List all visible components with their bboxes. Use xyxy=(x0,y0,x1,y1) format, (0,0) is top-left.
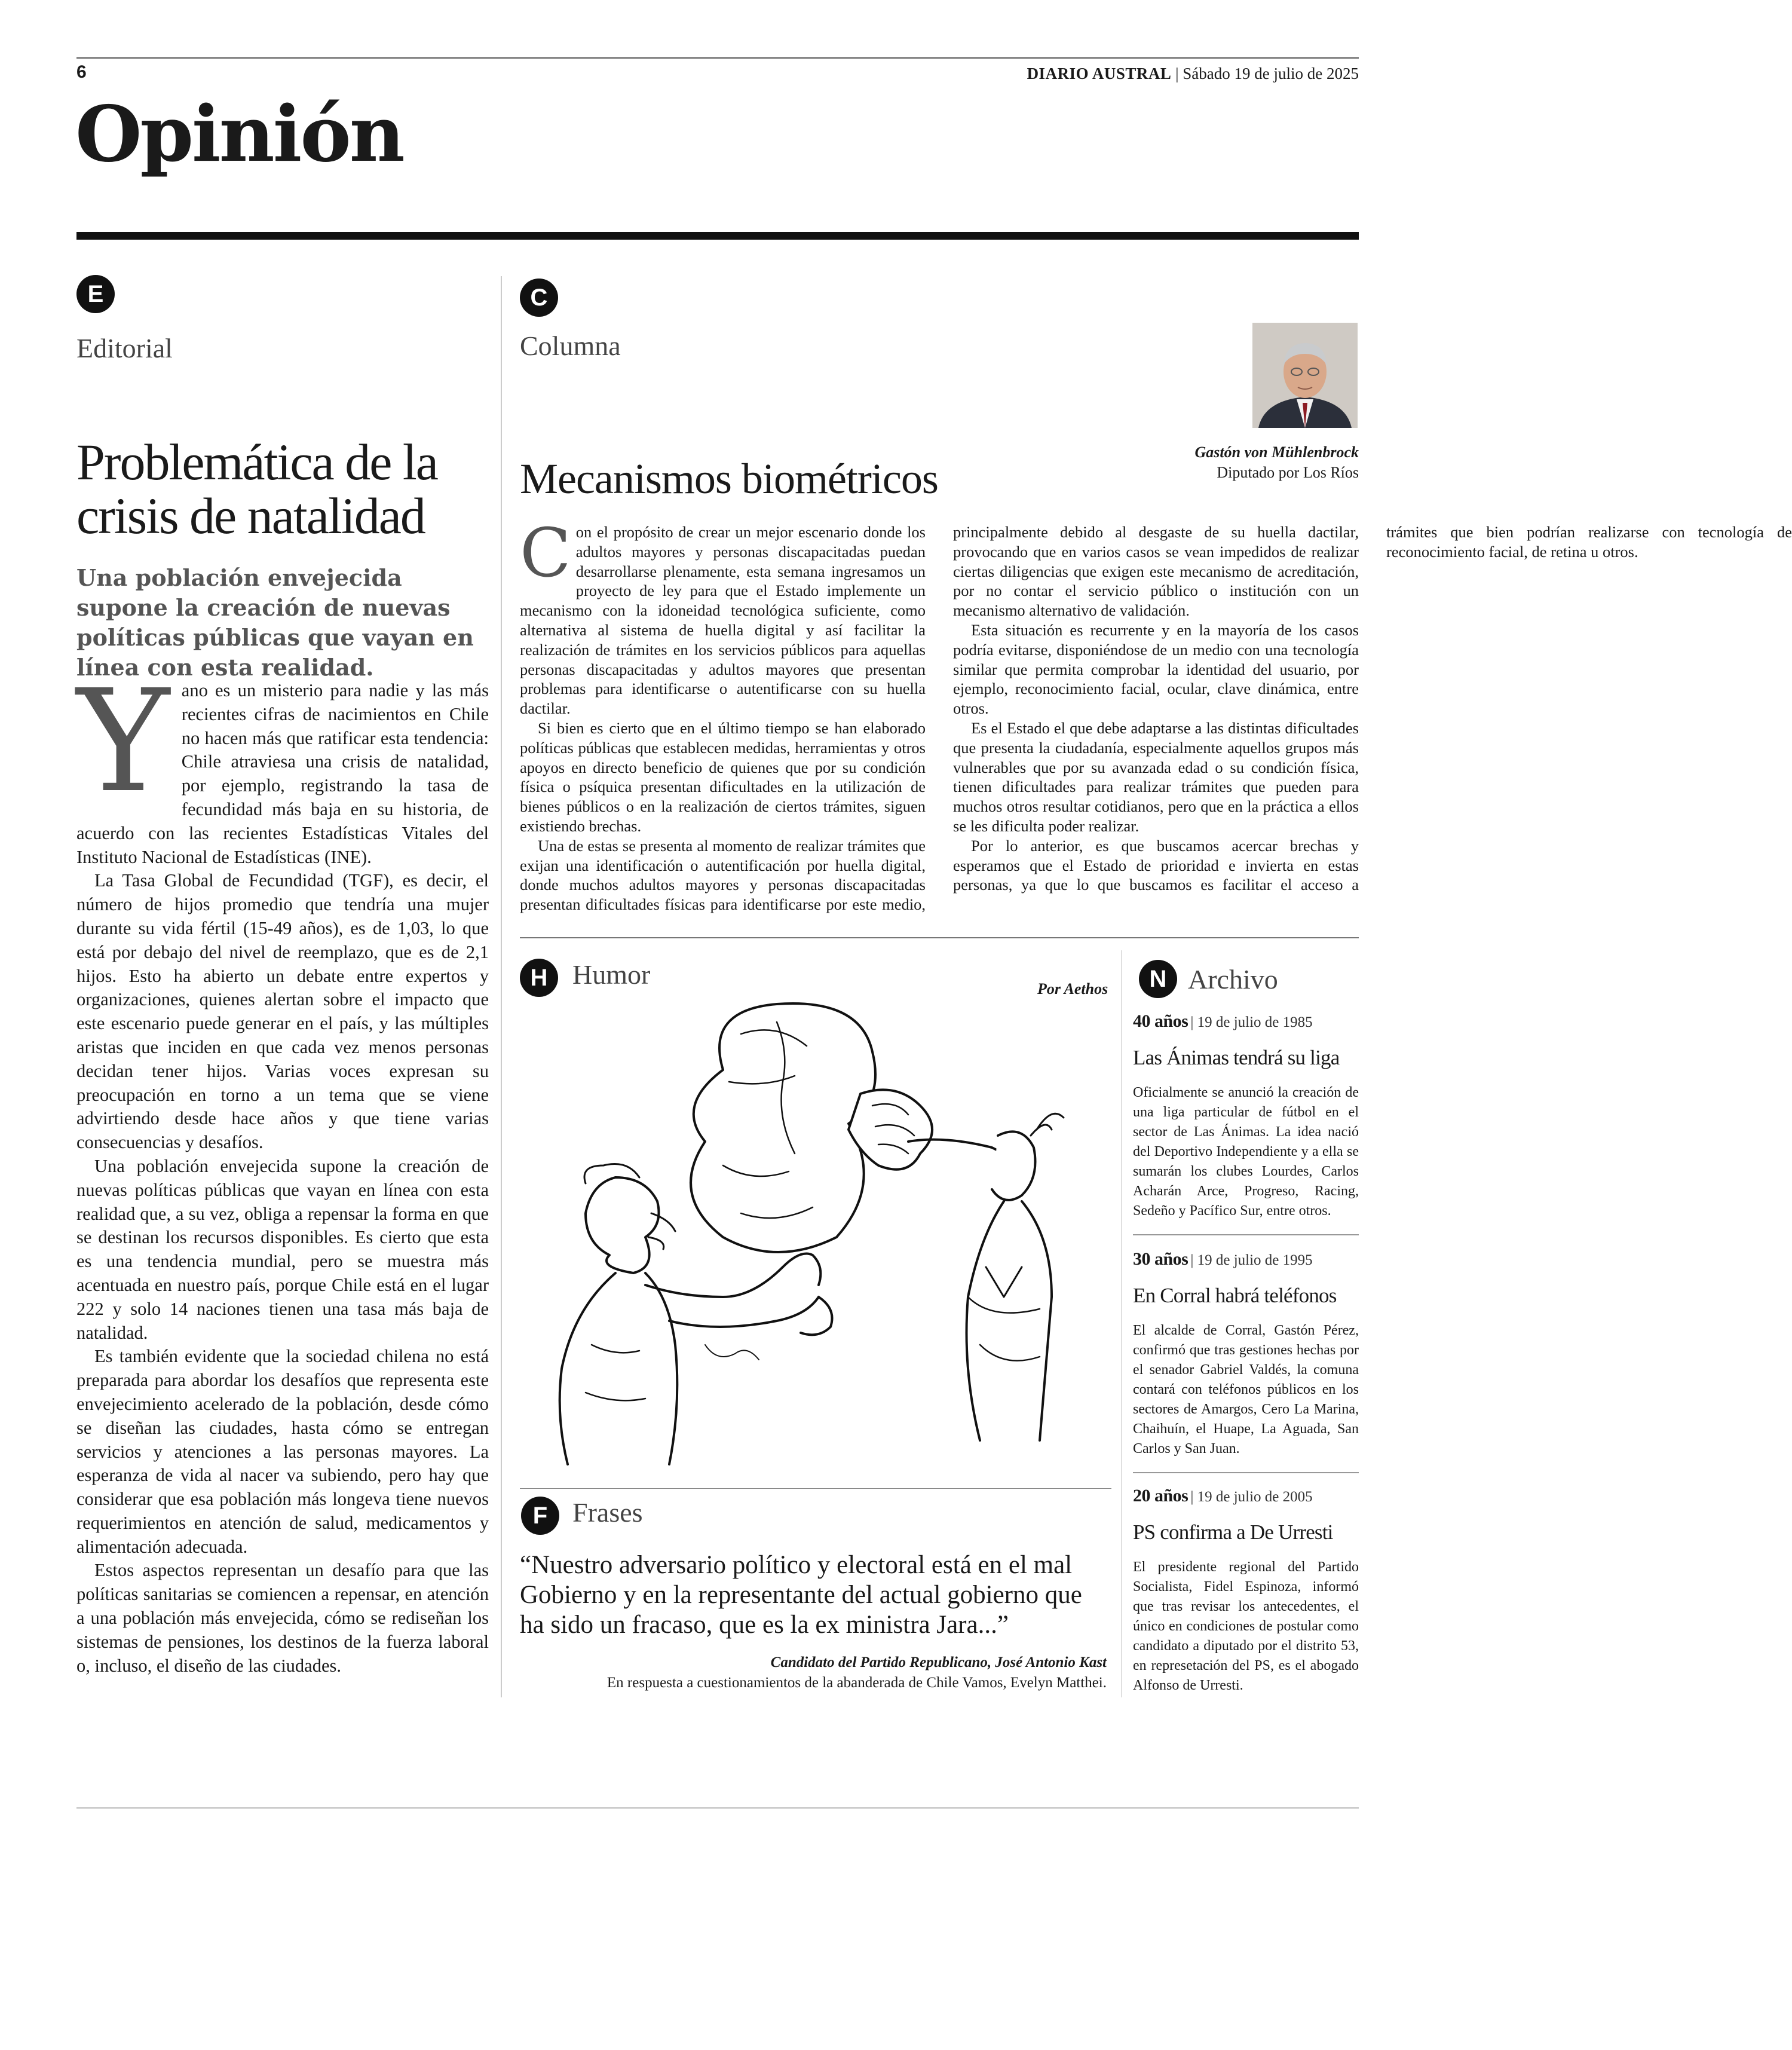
archive-text: Oficialmente se anunció la creación de una liga particular de fútbol en el sector de Las Ánimas. La idea nació del Deportivo Independiente y a ella se sumarán los clubes Lourdes, Carlos Acharán Arce, Progreso, Racing, Sedeño y Pacífico Sur, entre otros. xyxy=(1133,1085,1359,1219)
column-paragraph: Es el Estado el que debe adaptarse a las distintas dificultades que presenta la ciudadanía, especialmente aquellos grupos más vulnerables que por su avanzada edad o su condición física, tienen dificultades para realizar trámites que pueden para muchos otros resultar cotidianos, pero que en la práctica a ellos se les dificulta poder realizar. xyxy=(953,718,1359,835)
archive-title: En Corral habrá teléfonos xyxy=(1133,1284,1337,1307)
editorial-paragraph: La Tasa Global de Fecundidad (TGF), es decir, el número de hijos promedio que tendría una mujer durante su vida fértil (15-49 años), es de 1,03, lo que está por debajo del nivel de reemplazo, que es de 2,1 hijos. Esto ha abierto un debate entre expertos y organizaciones, quienes alertan sobre el impacto que este escenario puede generar en el país, y las múltiples aristas que inciden en que cada vez menos personas decidan tener hijos. Varias voces expresan su preocupación en torno a un tema que se viene advirtiendo desde hace años y que tiene varias consecuencias y desafíos. xyxy=(76,870,489,1153)
column-title: Mecanismos biométricos xyxy=(520,455,938,503)
publication-name: DIARIO AUSTRAL xyxy=(1027,65,1172,82)
column-body xyxy=(520,515,1792,922)
column-author-role: Diputado por Los Ríos xyxy=(1217,464,1359,481)
editorial-paragraph: Estos aspectos representan un desafío para que las políticas sanitarias se comiencen a repensar, en atención a una población más envejecida, cómo se rediseñan los sistemas de pensiones, los destinos de la fuerza laboral o, incluso, el diseño de las ciudades. xyxy=(76,1560,489,1676)
editorial-body xyxy=(76,659,489,1678)
editorial-deck: Una población envejecida supone la creación de nuevas políticas públicas que vayan en línea con esta realidad. xyxy=(76,564,474,681)
frases-quote: “Nuestro adversario político y electoral está en el mal Gobierno y en la representante del actual gobierno que ha sido un fracaso, que es la ex ministra Jara...” xyxy=(520,1551,1082,1639)
archive-item xyxy=(1133,1486,1359,1696)
column-paragraph: Si bien es cierto que en el último tiempo se han elaborado políticas públicas que establecen medidas, herramientas y otros apoyos en directo beneficio de quienes que por su condición física o psíquica presentan dificultades en la utilización de bienes públicos o en la realización de ciertos trámites, siguen existiendo brechas. xyxy=(520,718,926,835)
cartoon-credit: Por Aethos xyxy=(1037,980,1108,998)
column-dropcap: C xyxy=(520,515,571,592)
archive-divider xyxy=(1121,950,1122,1697)
editorial-paragraph: Es también evidente que la sociedad chilena no está preparada para abordar los desafíos que representa este envejecimiento acelerado de la población, desde cómo se diseñan las ciudades, hasta cómo se entregan servicios y atenciones a las personas mayores. La esperanza de vida al nacer va subiendo, pero hay que considerar que esa población más longeva tiene nuevos requerimientos en atención de salud, medicamentos y alimentación adecuada. xyxy=(76,1346,489,1557)
archive-years: 40 años xyxy=(1133,1011,1188,1031)
column-badge: C xyxy=(520,279,558,317)
middle-rule xyxy=(520,937,1359,938)
archive-title: Las Ánimas tendrá su liga xyxy=(1133,1046,1340,1069)
archive-date: | 19 de julio de 1985 xyxy=(1190,1014,1313,1030)
issue-date: Sábado 19 de julio de 2025 xyxy=(1183,65,1359,82)
author-photo xyxy=(1252,323,1358,428)
archive-date: | 19 de julio de 1995 xyxy=(1190,1252,1313,1268)
editorial-title: Problemática de la crisis de natalidad xyxy=(76,433,437,544)
column-paragraph: Una de estas se presenta al momento de realizar trámites que exijan una identificación o autentificación por huella digital, donde muchos adultos mayores y personas discapacitadas presentan dificultades físicas para identificarse por este medio, principalmente debido al desgaste de su huella dactilar, provocando que en varios casos se vean impedidos de realizar ciertas diligencias que exigen este mecanismo de acreditación, por no contar el servicio público o institución con un mecanismo alternativo de validación. xyxy=(520,523,1359,914)
archive-separator xyxy=(1133,1234,1359,1235)
column-author: Gastón von Mühlenbrock xyxy=(1194,443,1359,461)
column-divider xyxy=(501,276,502,1697)
section-title: Opinión xyxy=(75,90,403,179)
frases-context: En respuesta a cuestionamientos de la abanderada de Chile Vamos, Evelyn Matthei. xyxy=(606,1675,1107,1691)
frases-rule xyxy=(520,1488,1111,1489)
humor-label: Humor xyxy=(572,959,651,990)
archive-years: 30 años xyxy=(1133,1249,1188,1269)
header-publication-date: DIARIO AUSTRAL | Sábado 19 de julio de 2025 xyxy=(1027,65,1359,82)
humor-cartoon xyxy=(526,986,1111,1470)
archive-years: 20 años xyxy=(1133,1486,1188,1506)
archive-date: | 19 de julio de 2005 xyxy=(1190,1489,1313,1505)
column-label: Columna xyxy=(520,331,621,361)
frases-badge: F xyxy=(521,1497,559,1535)
top-rule xyxy=(76,57,1359,59)
editorial-dropcap: Y xyxy=(76,659,170,824)
bottom-rule xyxy=(76,1807,1359,1809)
section-rule xyxy=(76,232,1359,240)
editorial-paragraph: Una población envejecida supone la creación de nuevas políticas públicas que vayan en línea con esta realidad que, a su vez, obliga a repensar la forma en que se destinan los recursos disponibles. Es cierto que esta es una tendencia mundial, pero se muestra más acentuada en nuestro país, porque Chile está en el lugar 222 y solo 14 naciones tienen una tasa más baja de natalidad. xyxy=(76,1155,489,1343)
archive-badge: N xyxy=(1139,960,1177,998)
editorial-badge: E xyxy=(76,275,115,313)
archive-separator xyxy=(1133,1472,1359,1473)
archive-text: El alcalde de Corral, Gastón Pérez, confirmó que tras gestiones hechas por el senador Gabriel Valdés, la comuna contará con teléfonos públicos en los sectores de Amargos, Cero La Marina, Chaihuín, el Huape, La Aguada, San Carlos y San Juan. xyxy=(1133,1323,1359,1457)
editorial-label: Editorial xyxy=(76,333,173,363)
archive-item xyxy=(1133,1249,1359,1473)
archive-title: PS confirma a De Urresti xyxy=(1133,1520,1333,1544)
page-number: 6 xyxy=(76,62,87,82)
archive-label: Archivo xyxy=(1188,964,1278,995)
archive-text: El presidente regional del Partido Socialista, Fidel Espinoza, informó que tras revisar los antecedentes, el único en condiciones de postular como candidato a diputado por el distrito 53, en represetación del PS, es el abogado Alfonso de Urresti. xyxy=(1133,1559,1359,1693)
column-paragraph: Con el propósito de crear un mejor escenario donde los adultos mayores y personas discapacitadas puedan desarrollarse plenamente, esta semana ingresamos un proyecto de ley para que el Estado implemente un mecanismo con la idoneidad tecnológica suficiente, como alternativa al sistema de huella digital y así facilitar la realización de trámites en los servicios públicos para aquellas personas discapacitadas y adultos mayores que presentan problemas para identificarse o autentificarse con su huella dactilar. xyxy=(520,515,926,718)
frases-source: Candidato del Partido Republicano, José Antonio Kast xyxy=(770,1654,1107,1670)
editorial-paragraph: Yano es un misterio para nadie y las más recientes cifras de nacimientos en Chile no hacen más que ratificar esta tendencia: Chile atraviesa una crisis de natalidad, por ejemplo, registrando la tasa de fecundidad más baja en su historia, de acuerdo con las recientes Estadísticas Vitales del Instituto Nacional de Estadísticas (INE). xyxy=(76,659,489,867)
column-paragraph: Esta situación es recurrente y en la mayoría de los casos podría evitarse, disponiéndose de un medio con una tecnología similar que permita comprobar la identidad del usuario, por ejemplo, reconocimiento facial, ocular, clave dinámica, entre otros. xyxy=(953,620,1359,718)
column-paragraph: Por lo anterior, es que buscamos acercar brechas y esperamos que el Estado de prioridad e invierta en estas personas, ya que lo que buscamos es facilitar el acceso a trámites que bien podrían realizarse con tecnología de reconocimiento facial, de retina u otros. xyxy=(953,523,1792,894)
humor-badge: H xyxy=(520,959,558,997)
archive-item xyxy=(1133,1011,1359,1235)
frases-label: Frases xyxy=(572,1497,643,1528)
